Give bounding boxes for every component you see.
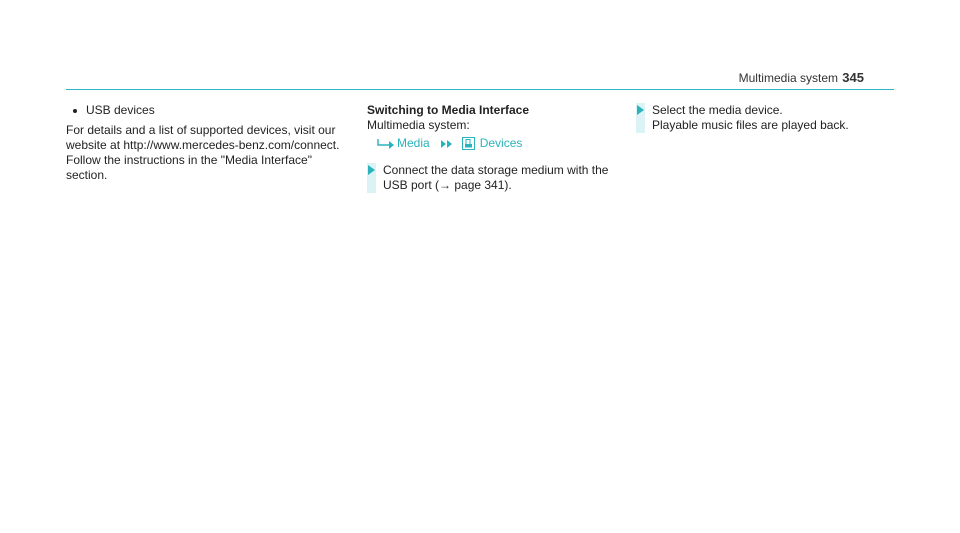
bullet-icon xyxy=(73,109,77,113)
play-arrow-icon xyxy=(368,165,375,175)
intro-text: Multimedia system: xyxy=(367,118,470,132)
navigation-path xyxy=(367,136,617,151)
page-number: 345 xyxy=(842,70,864,85)
usb-info-paragraph: For details and a list of supported devices, visit our website at http://www.mercedes-benz.com/connect. Follow the instructions in the "Media Interface" section. xyxy=(66,123,340,182)
nav-item-devices: Devices xyxy=(479,136,523,150)
nav-item-media: Media xyxy=(397,136,430,150)
step-line-2: Playable music files are played back. xyxy=(652,118,849,132)
section-title: Multimedia system xyxy=(738,71,838,85)
bullet-item xyxy=(66,103,356,118)
section-heading: Switching to Media Interface xyxy=(367,103,530,117)
double-chevron-icon xyxy=(436,138,458,150)
return-arrow-icon xyxy=(375,136,397,151)
header-divider xyxy=(66,89,894,90)
step-text xyxy=(652,103,896,133)
step-text: Connect the data storage medium with the USB port (→ page 341). xyxy=(383,163,609,192)
column-1 xyxy=(66,103,356,183)
column-3 xyxy=(636,103,896,133)
play-arrow-icon xyxy=(637,105,644,115)
bullet-text: USB devices xyxy=(86,103,155,117)
step-line-1: Select the media device. xyxy=(652,103,783,117)
instruction-step xyxy=(636,103,896,133)
usb-device-icon xyxy=(462,137,475,150)
column-2 xyxy=(367,103,617,193)
instruction-step xyxy=(367,163,617,193)
